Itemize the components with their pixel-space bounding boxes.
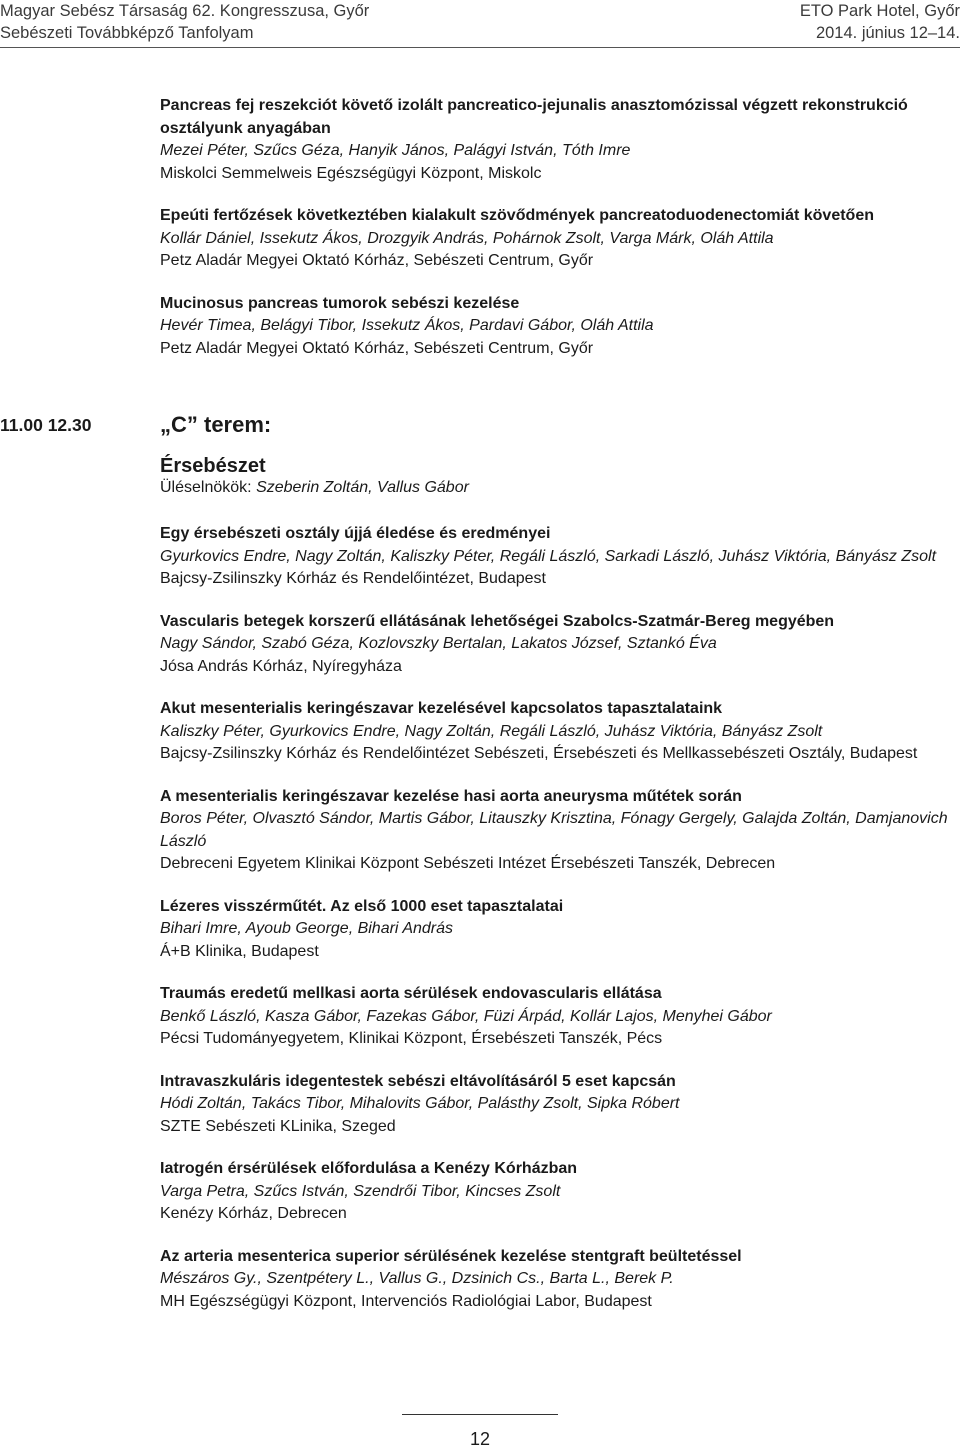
presentation-institution: Kenézy Kórház, Debrecen (160, 1205, 347, 1222)
page-number: 12 (469, 1429, 491, 1449)
chairs-names: Szeberin Zoltán, Vallus Gábor (256, 479, 469, 496)
presentation-item (160, 1071, 950, 1139)
footer-rule (402, 1414, 558, 1415)
header-venue: ETO Park Hotel, Győr (799, 2, 960, 20)
presentation-authors: Nagy Sándor, Szabó Géza, Kozlovszky Bertalan, Lakatos József, Sztankó Éva (160, 635, 717, 652)
presentation-title: Vascularis betegek korszerű ellátásának lehetőségei Szabolcs-Szatmár-Bereg megyében (160, 612, 835, 630)
presentation-item (160, 1158, 950, 1226)
presentation-item (160, 983, 950, 1051)
header-rule (0, 47, 960, 48)
header-date: 2014. június 12–14. (815, 24, 960, 42)
presentation-title: Akut mesenterialis keringészavar kezelésével kapcsolatos tapasztalataink (160, 700, 723, 717)
presentation-item (160, 523, 950, 591)
presentation-title: Az arteria mesenterica superior sérülésének kezelése stentgraft beültetéssel (160, 1247, 742, 1265)
presentation-institution: Petz Aladár Megyei Oktató Kórház, Sebészeti Centrum, Győr (160, 252, 594, 269)
presentation-item (160, 611, 950, 679)
presentation-authors: Mezei Péter, Szűcs Géza, Hanyik János, Palágyi István, Tóth Imre (160, 142, 631, 159)
presentation-item (160, 1246, 950, 1314)
presentation-title: Lézeres visszérműtét. Az első 1000 eset tapasztalatai (160, 897, 564, 915)
presentation-institution: Petz Aladár Megyei Oktató Kórház, Sebészeti Centrum, Győr (160, 339, 594, 357)
presentation-title: Pancreas fej reszekciót követő izolált pancreatico-jejunalis anasztomózissal végzett rekonstrukció osztályunk anyagában (160, 97, 908, 137)
presentation-authors: Hevér Timea, Belágyi Tibor, Issekutz Ákos, Pardavi Gábor, Oláh Attila (160, 317, 654, 334)
header-course: Sebészeti Továbbképző Tanfolyam (0, 24, 254, 42)
session-topic: Érsebészet (160, 455, 266, 477)
presentation-authors: Boros Péter, Olvasztó Sándor, Martis Gábor, Litauszky Krisztina, Fónagy Gergely, Galajda Zoltán, Damjanovich László (160, 810, 948, 850)
presentation-institution: Jósa András Kórház, Nyíregyháza (160, 657, 402, 675)
presentation-title: Iatrogén érsérülések előfordulása a Kenézy Kórházban (160, 1160, 578, 1177)
presentation-authors: Varga Petra, Szűcs István, Szendrői Tibor, Kincses Zsolt (160, 1182, 561, 1200)
session-time: 11.00 12.30 (0, 415, 92, 435)
session-room: „C” terem: (160, 412, 272, 437)
presentation-institution: Pécsi Tudományegyetem, Klinikai Központ, Érsebészeti Tanszék, Pécs (160, 1030, 663, 1047)
presentation-institution: Miskolci Semmelweis Egészségügyi Központ, Miskolc (160, 164, 542, 182)
presentation-authors: Mészáros Gy., Szentpétery L., Vallus G., Dzsinich Cs., Barta L., Berek P. (160, 1270, 674, 1287)
presentation-item (160, 205, 950, 273)
presentation-authors: Hódi Zoltán, Takács Tibor, Mihalovits Gábor, Palásthy Zsolt, Sipka Róbert (160, 1095, 680, 1112)
presentation-title: Epeúti fertőzések következtében kialakult szövődmények pancreatoduodenectomiát követően (160, 207, 874, 224)
presentation-item (160, 698, 950, 766)
presentation-authors: Gyurkovics Endre, Nagy Zoltán, Kaliszky Péter, Regáli László, Sarkadi László, Juhász Viktória, Bányász Zsolt (160, 547, 937, 565)
presentation-institution: Bajcsy-Zsilinszky Kórház és Rendelőintézet Sebészeti, Érsebészeti és Mellkassebészeti Osztály, Budapest (160, 745, 918, 762)
header-congress: Magyar Sebész Társaság 62. Kongresszusa, Győr (0, 2, 370, 20)
presentation-title: A mesenterialis keringészavar kezelése hasi aorta aneurysma műtétek során (160, 787, 742, 805)
presentation-title: Intravaszkuláris idegentestek sebészi eltávolításáról 5 eset kapcsán (160, 1072, 676, 1090)
presentation-title: Mucinosus pancreas tumorok sebészi kezelése (160, 294, 520, 312)
presentation-authors: Benkő László, Kasza Gábor, Fazekas Gábor, Füzi Árpád, Kollár Lajos, Menyhei Gábor (160, 1007, 772, 1025)
presentation-authors: Kaliszky Péter, Gyurkovics Endre, Nagy Zoltán, Regáli László, Juhász Viktória, Bányász Zsolt (160, 722, 823, 740)
presentation-authors: Kollár Dániel, Issekutz Ákos, Drozgyik András, Pohárnok Zsolt, Varga Márk, Oláh Attila (160, 229, 774, 247)
presentation-institution: Debreceni Egyetem Klinikai Központ Sebészeti Intézet Érsebészeti Tanszék, Debrecen (160, 855, 776, 872)
presentation-institution: MH Egészségügyi Központ, Intervenciós Radiológiai Labor, Budapest (160, 1292, 652, 1310)
header-right (800, 0, 960, 44)
presentation-list-previous (160, 95, 950, 380)
presentation-authors: Bihari Imre, Ayoub George, Bihari András (160, 920, 454, 937)
presentation-list (160, 523, 950, 1333)
presentation-institution: Bajcsy-Zsilinszky Kórház és Rendelőintézet, Budapest (160, 570, 546, 587)
presentation-item (160, 896, 950, 964)
presentation-title: Egy érsebészeti osztály újjá éledése és eredményei (160, 525, 551, 542)
session-chairs (160, 477, 469, 499)
presentation-institution: SZTE Sebészeti KLinika, Szeged (160, 1117, 396, 1135)
presentation-institution: Á+B Klinika, Budapest (160, 942, 319, 960)
chairs-label: Üléselnökök: (160, 479, 252, 496)
page-header (0, 0, 960, 48)
presentation-item (160, 293, 950, 361)
presentation-title: Traumás eredetű mellkasi aorta sérülések endovascularis ellátása (160, 985, 662, 1002)
presentation-item (160, 786, 950, 876)
header-left (0, 0, 369, 44)
presentation-item (160, 95, 950, 185)
